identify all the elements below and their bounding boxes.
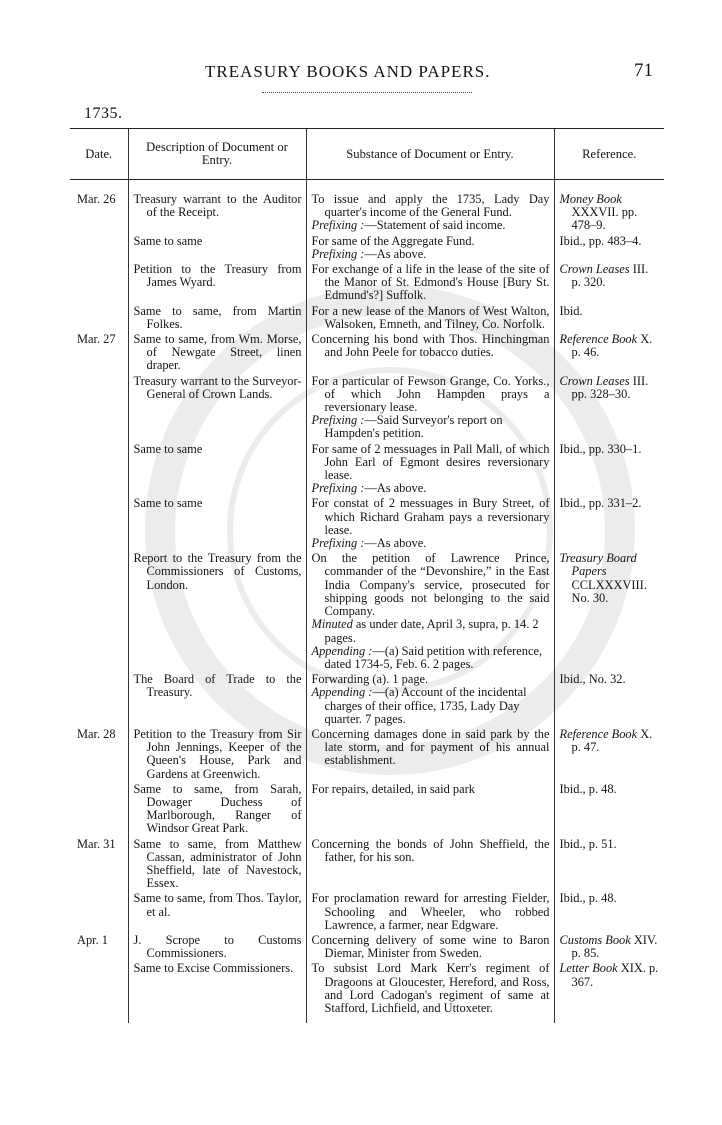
entry-date	[70, 263, 128, 305]
entry-note	[312, 248, 550, 261]
entry-reference	[560, 934, 661, 960]
entry-description-cell	[128, 934, 306, 962]
entry-description-cell	[128, 443, 306, 498]
entry-substance: Concerning damages done in said park by the late storm, and for payment of his annual establishment.	[311, 726, 550, 768]
reference-source: Treasury Board Papers	[559, 551, 637, 579]
entry-note-label: Prefixing :	[311, 413, 365, 428]
entry-reference	[560, 838, 661, 851]
entry-note-text: —Statement of said income.	[364, 218, 506, 233]
entry-date	[70, 375, 128, 443]
table-row	[70, 962, 664, 1017]
entry-note-label: Appending :	[311, 685, 373, 700]
reference-detail: Ibid., p. 51.	[559, 836, 617, 851]
entry-description: Same to Excise Commissioners.	[133, 961, 294, 976]
table-row	[70, 892, 664, 934]
entry-reference	[560, 728, 661, 754]
entry-substance-cell	[306, 728, 554, 783]
entry-date: Mar. 27	[77, 332, 116, 347]
entry-substance-cell	[306, 552, 554, 673]
entry-date: Apr. 1	[77, 932, 108, 947]
entry-note	[312, 414, 550, 440]
table-row	[70, 193, 664, 235]
entry-description: The Board of Trade to the Treasury.	[133, 672, 302, 700]
entry-description-cell	[128, 728, 306, 783]
reference-detail: X. p. 46.	[571, 332, 653, 360]
column-header-substance: Substance of Document or Entry.	[306, 129, 554, 180]
entry-note-label: Prefixing :	[311, 536, 365, 551]
entry-substance-cell	[306, 892, 554, 934]
entry-substance: For a new lease of the Manors of West Walton, Walsoken, Emneth, and Tilney, Co. Norfolk.	[311, 303, 550, 331]
entry-description: Treasury warrant to the Auditor of the Receipt.	[133, 192, 302, 220]
entry-reference	[560, 375, 661, 401]
entry-description-cell	[128, 305, 306, 333]
entry-description: Same to same, from Martin Folkes.	[133, 303, 302, 331]
entry-description: Same to same	[133, 496, 203, 511]
entry-substance-cell	[306, 497, 554, 552]
entry-substance-cell	[306, 333, 554, 375]
entry-reference	[560, 235, 661, 248]
table-row	[70, 333, 664, 375]
entry-note-text: —Said Surveyor's report on Hampden's petition.	[324, 413, 503, 441]
reference-detail: XIV. p. 85.	[571, 932, 658, 961]
entry-date	[70, 892, 128, 934]
table-header-row	[70, 129, 664, 180]
entry-description: Petition to the Treasury from Sir John Jennings, Keeper of the Queen's House, Park and Gardens at Greenwich.	[133, 726, 302, 781]
entry-description: Treasury warrant to the Surveyor-General of Crown Lands.	[133, 373, 302, 401]
entry-note	[312, 645, 550, 671]
entry-reference-cell	[554, 962, 664, 1017]
entry-description: Same to same, from Wm. Morse, of Newgate Street, linen draper.	[133, 332, 302, 373]
entry-date	[70, 235, 128, 263]
entry-substance: To issue and apply the 1735, Lady Day quarter's income of the General Fund.	[311, 192, 550, 220]
entry-reference-cell	[554, 934, 664, 962]
column-header-description: Description of Document or Entry.	[128, 129, 306, 180]
reference-source: Crown Leases	[559, 262, 630, 277]
table-row	[70, 375, 664, 443]
column-header-date: Date.	[70, 129, 128, 180]
entry-reference-cell	[554, 892, 664, 934]
table-row	[70, 305, 664, 333]
entry-reference-cell	[554, 263, 664, 305]
entry-note-text: —As above.	[364, 536, 427, 551]
reference-source: Money Book	[559, 192, 622, 206]
entry-reference-cell	[554, 193, 664, 235]
table-row	[70, 673, 664, 728]
entry-reference-cell	[554, 333, 664, 375]
entry-reference-cell	[554, 838, 664, 893]
entry-description-cell	[128, 263, 306, 305]
entry-substance-cell	[306, 263, 554, 305]
entry-description-cell	[128, 333, 306, 375]
entry-note	[312, 686, 550, 726]
reference-detail: Ibid., p. 48.	[559, 891, 617, 906]
reference-source: Customs Book	[559, 932, 631, 947]
spacer-row	[70, 1017, 664, 1023]
table-row	[70, 235, 664, 263]
entry-reference-cell	[554, 375, 664, 443]
entry-description: Report to the Treasury from the Commissioners of Customs, London.	[133, 551, 302, 592]
entry-substance-cell	[306, 235, 554, 263]
entry-substance: Forwarding (a). 1 page.	[311, 672, 429, 687]
entry-description-cell	[128, 783, 306, 838]
entry-substance-cell	[306, 443, 554, 498]
entry-note	[312, 537, 550, 550]
entry-date	[70, 673, 128, 728]
reference-source: Reference Book	[559, 726, 638, 741]
entry-note-label: Prefixing :	[311, 218, 365, 233]
entry-description-cell	[128, 962, 306, 1017]
entry-substance: For exchange of a life in the lease of the site of the Manor of St. Edmond's House [Bury St. Edmund's?] Suffolk.	[311, 262, 550, 303]
entry-substance: Concerning delivery of some wine to Baron Diemar, Minister from Sweden.	[311, 932, 550, 961]
spacer-row	[70, 180, 664, 194]
table-row	[70, 728, 664, 783]
entry-substance: For same of 2 messuages in Pall Mall, of which John Earl of Egmont desires reversionary lease.	[311, 441, 550, 483]
ledger-table	[70, 128, 664, 1023]
entry-reference	[560, 263, 661, 289]
entry-note-label: Prefixing :	[311, 481, 365, 496]
table-row	[70, 934, 664, 962]
entry-substance-cell	[306, 934, 554, 962]
entry-reference	[560, 552, 661, 605]
entry-substance: Concerning the bonds of John Sheffield, the father, for his son.	[311, 836, 550, 864]
entry-reference-cell	[554, 235, 664, 263]
entry-substance-cell	[306, 783, 554, 838]
reference-detail: Ibid.	[559, 303, 583, 318]
entry-reference	[560, 783, 661, 796]
entry-note-text: —(a) Account of the incidental charges of their office, 1735, Lady Day quarter. 7 pages.	[324, 685, 527, 726]
entry-note-label: Appending :	[311, 643, 373, 658]
running-head	[0, 62, 722, 86]
table-row	[70, 443, 664, 498]
column-header-reference: Reference.	[554, 129, 664, 180]
ledger-body	[70, 180, 664, 1024]
reference-detail: CCLXXXVIII. No. 30.	[571, 577, 647, 605]
entry-substance-cell	[306, 962, 554, 1017]
entry-reference	[560, 962, 661, 988]
entry-substance: Concerning his bond with Thos. Hinchingman and John Peele for tobacco duties.	[311, 332, 550, 360]
entry-reference	[560, 193, 661, 233]
header-rule	[262, 92, 472, 93]
entry-substance-cell	[306, 375, 554, 443]
entry-date	[70, 497, 128, 552]
entry-description-cell	[128, 552, 306, 673]
entry-note-label: Prefixing :	[311, 246, 365, 261]
entry-description: Same to same	[133, 441, 203, 456]
entry-note-text: —As above.	[364, 481, 427, 496]
entry-description-cell	[128, 838, 306, 893]
entry-date	[70, 552, 128, 673]
entry-description-cell	[128, 892, 306, 934]
running-title: TREASURY BOOKS AND PAPERS.	[205, 62, 491, 81]
reference-detail: XIX. p. 367.	[571, 961, 659, 989]
reference-detail: Ibid., p. 48.	[559, 781, 617, 796]
entry-reference-cell	[554, 728, 664, 783]
entry-note-text: as under date, April 3, supra, p. 14. 2 pages.	[324, 617, 539, 645]
table-row	[70, 552, 664, 673]
entry-reference	[560, 333, 661, 359]
entry-note-label: Minuted	[311, 617, 353, 632]
entry-description-cell	[128, 235, 306, 263]
entry-substance: For same of the Aggregate Fund.	[311, 233, 475, 248]
entry-reference	[560, 305, 661, 318]
reference-detail: X. p. 47.	[571, 726, 653, 755]
entry-note	[312, 219, 550, 232]
entry-substance-cell	[306, 305, 554, 333]
entry-reference-cell	[554, 673, 664, 728]
entry-description-cell	[128, 497, 306, 552]
entry-date: Mar. 31	[77, 836, 116, 851]
entry-substance: For proclamation reward for arresting Fielder, Schooling and Wheeler, who robbed Lawrence, a farmer, near Edgware.	[311, 891, 550, 932]
entry-note	[312, 482, 550, 495]
entry-substance-cell	[306, 673, 554, 728]
entry-reference	[560, 673, 661, 686]
table-row	[70, 783, 664, 838]
reference-detail: III. pp. 328–30.	[571, 373, 649, 401]
reference-detail: III. p. 320.	[571, 262, 649, 290]
table-row	[70, 263, 664, 305]
reference-detail: Ibid., pp. 483–4.	[559, 233, 642, 248]
entry-reference-cell	[554, 443, 664, 498]
table-row	[70, 838, 664, 893]
entry-reference	[560, 443, 661, 456]
entry-description: Same to same, from Sarah, Dowager Duchess of Marlborough, Ranger of Windsor Great Park.	[133, 781, 302, 836]
entry-description: Same to same	[133, 233, 203, 248]
entry-substance: For a particular of Fewson Grange, Co. Yorks., of which John Hampden prays a reversionary lease.	[311, 373, 550, 415]
entry-description: J. Scrope to Customs Commissioners.	[133, 932, 302, 961]
entry-substance: To subsist Lord Mark Kerr's regiment of Dragoons at Gloucester, Hereford, and Ross, and Lord Cadogan's regiment of same at Stafford, Lichfield, and Uttoxeter.	[311, 961, 550, 1015]
reference-detail: Ibid., No. 32.	[559, 672, 626, 687]
entry-substance: For repairs, detailed, in said park	[311, 781, 475, 796]
entry-reference-cell	[554, 497, 664, 552]
entry-description-cell	[128, 375, 306, 443]
entry-reference	[560, 892, 661, 905]
entry-date	[70, 962, 128, 1017]
page-number: 71	[634, 60, 653, 81]
entry-date	[70, 305, 128, 333]
year-label: 1735.	[84, 105, 123, 122]
entry-reference-cell	[554, 552, 664, 673]
entry-reference-cell	[554, 783, 664, 838]
entry-description: Same to same, from Matthew Cassan, administrator of John Sheffield, late of Navestock, Essex.	[133, 836, 302, 891]
entry-date: Mar. 26	[77, 192, 116, 206]
reference-source: Crown Leases	[559, 373, 630, 388]
entry-description-cell	[128, 673, 306, 728]
entry-note-text: —As above.	[364, 246, 427, 261]
entry-substance-cell	[306, 193, 554, 235]
reference-detail: XXXVII. pp. 478–9.	[571, 205, 638, 233]
reference-source: Reference Book	[559, 332, 638, 347]
entry-note-text: —(a) Said petition with reference, dated 1734-5, Feb. 6. 2 pages.	[324, 643, 543, 671]
entry-description: Petition to the Treasury from James Wyard.	[133, 262, 302, 290]
reference-source: Letter Book	[559, 961, 618, 976]
entry-reference-cell	[554, 305, 664, 333]
entry-date	[70, 443, 128, 498]
table-row	[70, 497, 664, 552]
entry-substance: On the petition of Lawrence Prince, commander of the “Devonshire,” in the East India Company's service, prosecuted for shipping goods not belonging to the said Company.	[311, 551, 550, 619]
entry-substance-cell	[306, 838, 554, 893]
entry-description-cell	[128, 193, 306, 235]
entry-date	[70, 783, 128, 838]
entry-description: Same to same, from Thos. Taylor, et al.	[133, 891, 302, 919]
entry-date: Mar. 28	[77, 726, 116, 741]
entry-substance: For constat of 2 messuages in Bury Street, of which Richard Graham pays a reversionary lease.	[311, 496, 550, 537]
entry-reference	[560, 497, 661, 510]
reference-detail: Ibid., pp. 330–1.	[559, 441, 642, 456]
entry-note	[312, 618, 550, 644]
reference-detail: Ibid., pp. 331–2.	[559, 496, 642, 511]
